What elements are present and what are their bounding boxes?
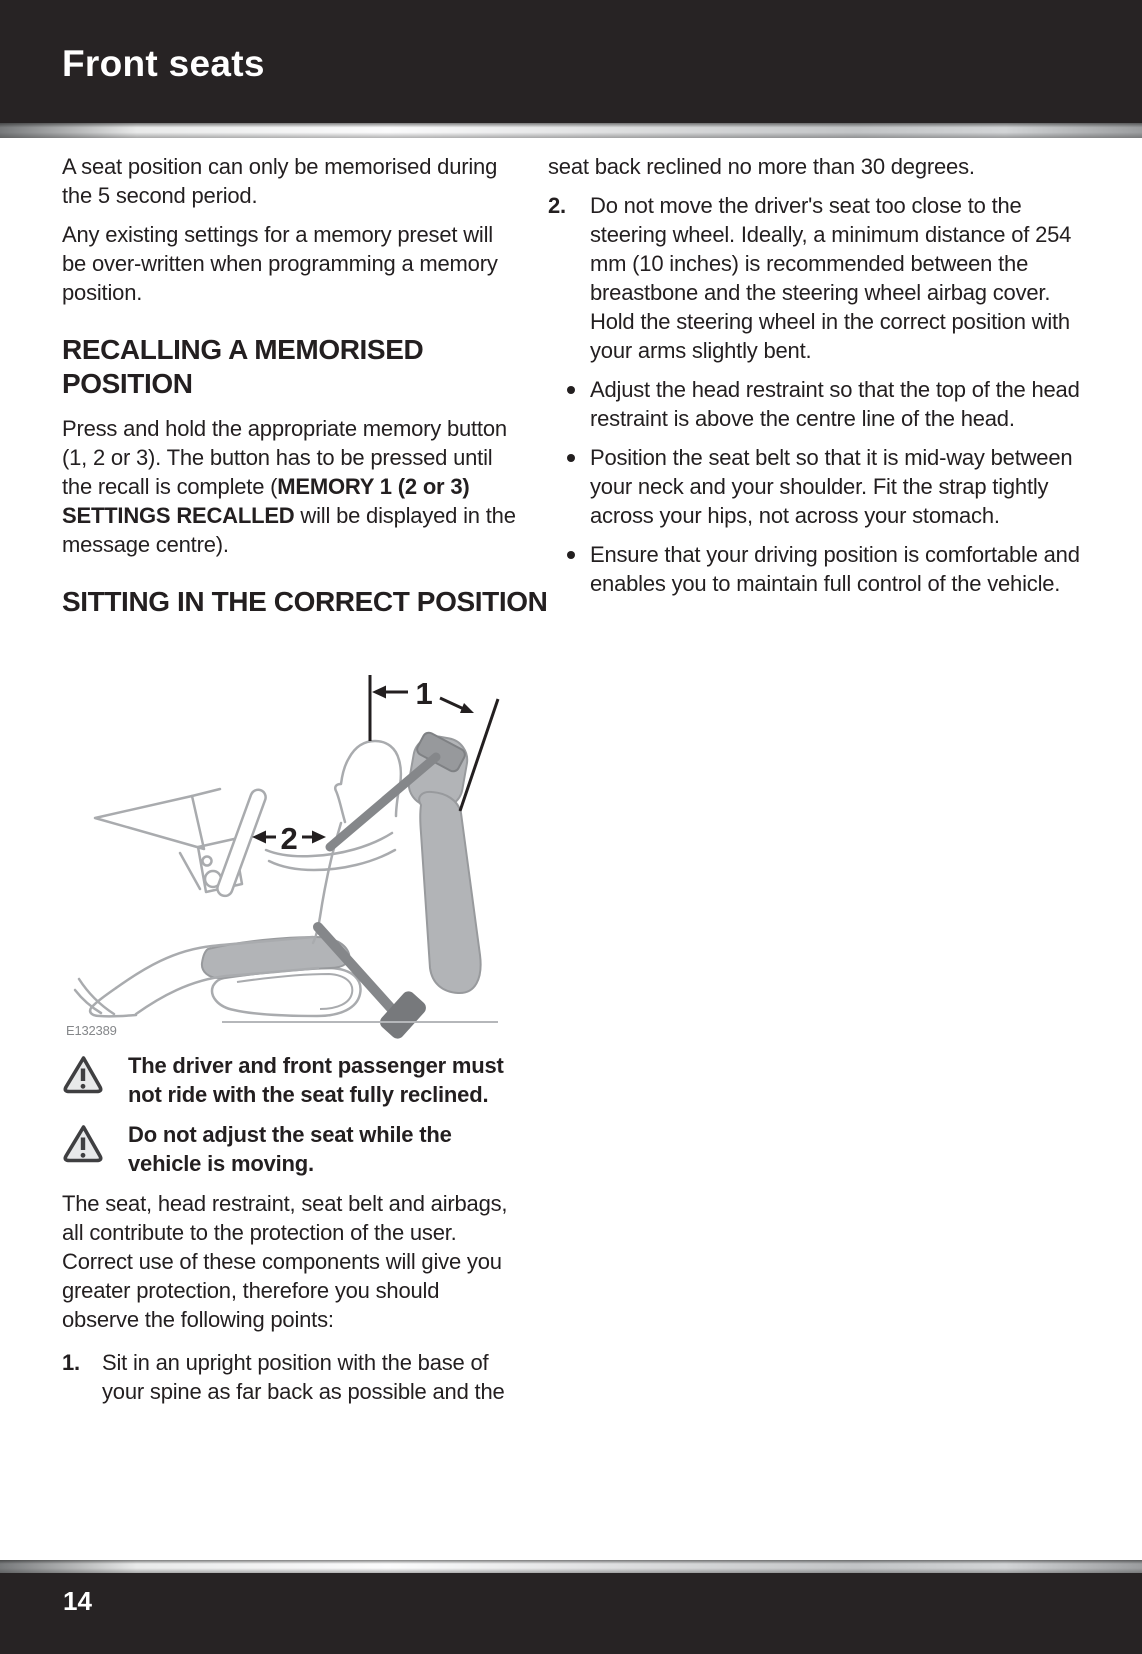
right-column bbox=[548, 152, 1082, 608]
seat-position-figure bbox=[62, 637, 520, 1039]
bullet-dot bbox=[567, 551, 575, 559]
item-1-continuation: seat back reclined no more than 30 degrees. bbox=[548, 154, 975, 179]
warning-text: Do not adjust the seat while the vehicle is moving. bbox=[128, 1122, 452, 1176]
warning-triangle-icon bbox=[62, 1051, 106, 1101]
bullet-dot bbox=[567, 454, 575, 462]
callout-1-label: 1 bbox=[415, 676, 433, 711]
paragraph-recall bbox=[62, 414, 520, 559]
item-number: 1. bbox=[62, 1350, 80, 1375]
paragraph-overwrite: Any existing settings for a memory preset will be over-written when programming a memory position. bbox=[62, 222, 498, 305]
paragraph-memorise: A seat position can only be memorised during the 5 second period. bbox=[62, 154, 498, 208]
warning-text: The driver and front passenger must not ride with the seat fully reclined. bbox=[128, 1053, 504, 1107]
item-number: 2. bbox=[548, 193, 566, 218]
warning-adjust bbox=[62, 1120, 520, 1178]
section-heading-sitting: SITTING IN THE CORRECT POSITION bbox=[62, 586, 548, 617]
warning-triangle-icon bbox=[62, 1120, 106, 1170]
callout-2-label: 2 bbox=[280, 821, 298, 856]
numbered-item-1 bbox=[62, 1348, 520, 1406]
bullet-text: Adjust the head restraint so that the top of the head restraint is above the centre line of the head. bbox=[590, 377, 1080, 431]
section-heading-recalling: RECALLING A MEMORISED POSITION bbox=[62, 334, 424, 399]
item-text: Sit in an upright position with the base of your spine as far back as possible and the bbox=[102, 1350, 505, 1404]
page-number: 14 bbox=[63, 1586, 92, 1616]
numbered-item-2 bbox=[548, 191, 1082, 365]
page-title: Front seats bbox=[62, 43, 265, 84]
item-text: Do not move the driver's seat too close to the steering wheel. Ideally, a minimum distance of 254 mm (10 inches) is recommended between the breastbone and the steering wheel airbag cover. Hold the steering wheel in the correct position with your arms slightly bent. bbox=[590, 193, 1072, 363]
bullet-dot bbox=[567, 386, 575, 394]
metallic-stripe-bottom bbox=[0, 1560, 1142, 1573]
metallic-stripe-top bbox=[0, 123, 1142, 138]
figure-code: E132389 bbox=[66, 1023, 117, 1038]
bullet-driving-position bbox=[548, 540, 1082, 598]
page-footer bbox=[0, 1573, 1142, 1654]
warning-recline bbox=[62, 1051, 520, 1109]
paragraph-protection: The seat, head restraint, seat belt and airbags, all contribute to the protection of the user. Correct use of these components will give you greater protection, therefore you should observe the following points: bbox=[62, 1191, 508, 1332]
recall-pre: Press and hold the appropriate memory button (1, 2 or 3). The button has to be pressed until the recall is complete ( bbox=[62, 416, 507, 499]
bullet-seat-belt bbox=[548, 443, 1082, 530]
bullet-text: Position the seat belt so that it is mid-way between your neck and your shoulder. Fit the strap tightly across your hips, not across your stomach. bbox=[590, 445, 1073, 528]
page-header bbox=[0, 0, 1142, 123]
seat-position-illustration bbox=[62, 637, 520, 1039]
recall-bold: MEMORY 1 (2 or 3) SETTINGS RECALLED bbox=[62, 474, 470, 528]
left-column bbox=[62, 152, 548, 1416]
recall-post: will be displayed in the message centre). bbox=[62, 503, 516, 557]
bullet-text: Ensure that your driving position is comfortable and enables you to maintain full control of the vehicle. bbox=[590, 542, 1080, 596]
bullet-head-restraint bbox=[548, 375, 1082, 433]
